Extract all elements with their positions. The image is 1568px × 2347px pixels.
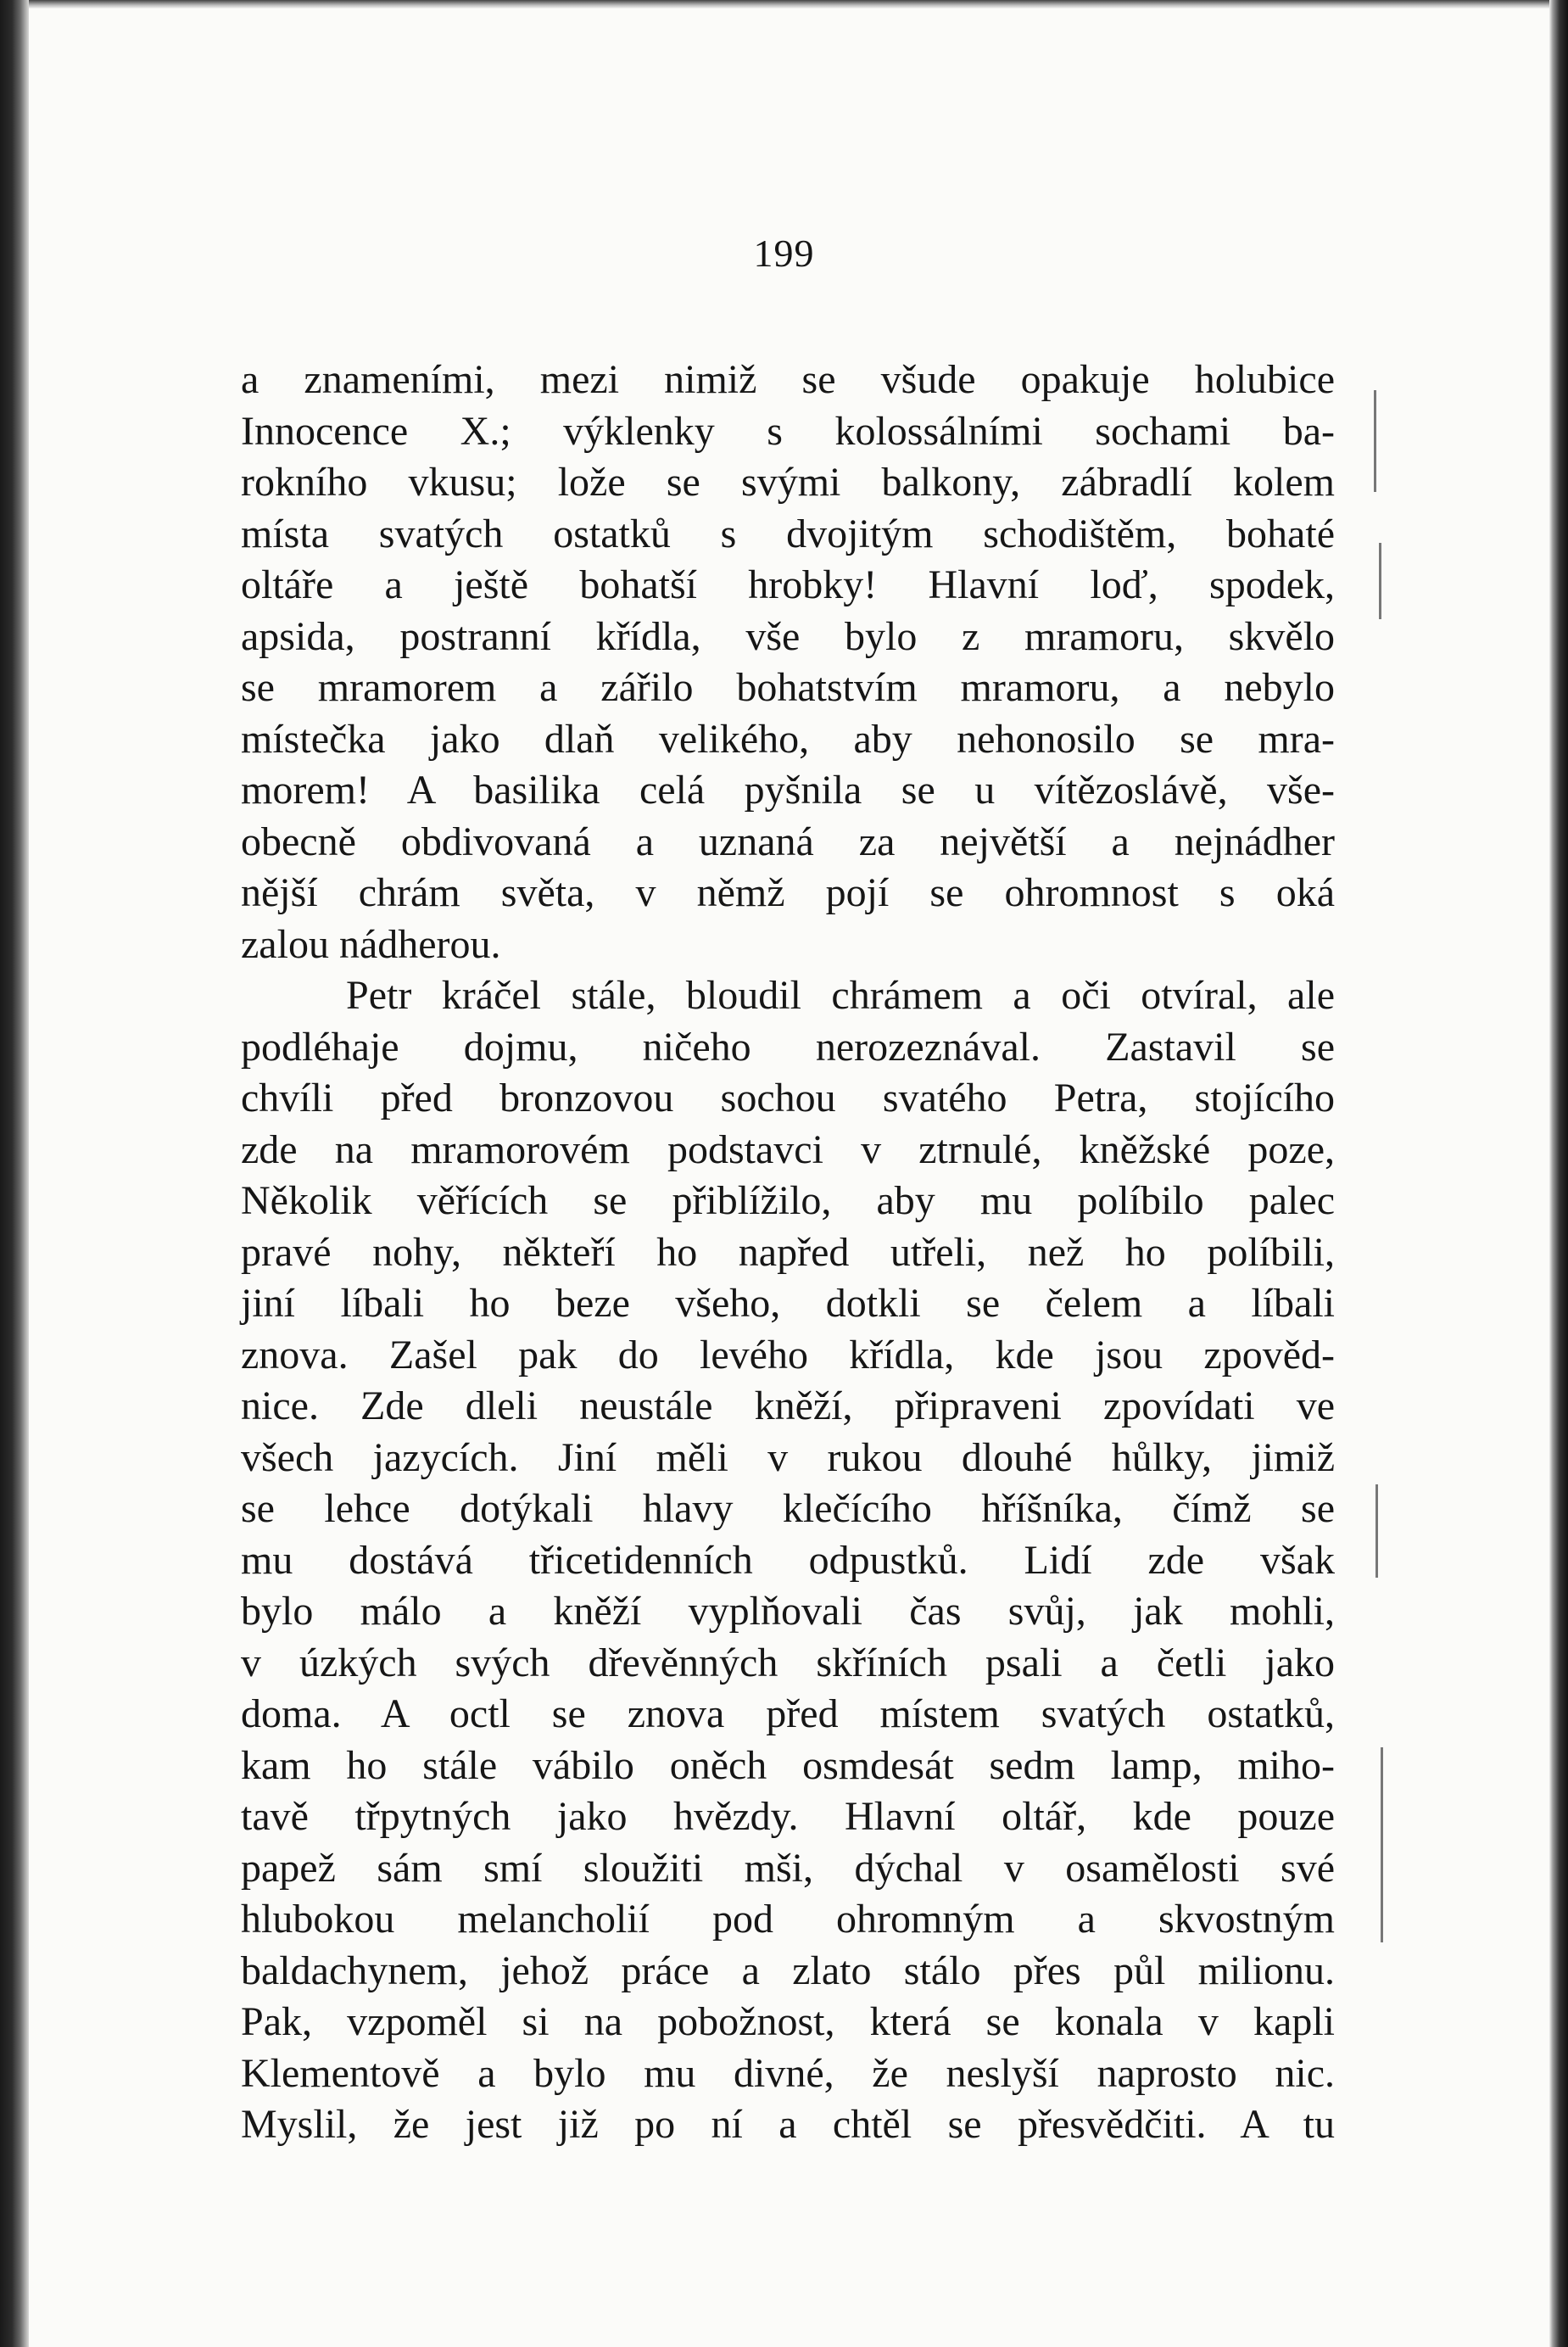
text-line: obecně obdivovaná a uznaná za největší a nejnádher [241, 819, 1335, 864]
margin-mark [1381, 1747, 1383, 1942]
text-line: doma. A octl se znova před místem svatých ostatků, [241, 1691, 1335, 1736]
text-line: hlubokou melancholií pod ohromným a skvostným [241, 1897, 1335, 1942]
text-line: zde na mramorovém podstavci v ztrnulé, kněžské poze, [241, 1126, 1335, 1172]
page-edge-right [1549, 0, 1568, 2347]
text-line: nice. Zde dleli neustále kněží, připraveni zpovídati ve [241, 1383, 1335, 1428]
text-line: tavě třpytných jako hvězdy. Hlavní oltář, kde pouze [241, 1794, 1335, 1839]
text-line: v úzkých svých dřevěnných skříních psali a četli jako [241, 1640, 1335, 1685]
text-line: Klementově a bylo mu divné, že neslyší naprosto nic. [241, 2050, 1335, 2096]
text-line: chvíli před bronzovou sochou svatého Petra, stojícího [241, 1076, 1335, 1120]
margin-mark [1379, 543, 1381, 619]
text-line: nější chrám světa, v němž pojí se ohromnost s oká [241, 870, 1335, 915]
text-line: a znameními, mezi nimiž se všude opakuje holubice [241, 357, 1335, 402]
text-line: se lehce dotýkali hlavy klečícího hříšníka, čímž se [241, 1486, 1335, 1531]
text-line: apsida, postranní křídla, vše bylo z mramoru, skvělo [241, 613, 1335, 659]
text-line: papež sám smí sloužiti mši, dýchal v osamělosti své [241, 1845, 1335, 1891]
text-line: Myslil, že jest již po ní a chtěl se přesvědčiti. A tu [241, 2102, 1335, 2147]
text-line: místa svatých ostatků s dvojitým schodištěm, bohaté [241, 511, 1335, 556]
text-line: Petr kráčel stále, bloudil chrámem a oči otvíral, ale [346, 973, 1335, 1018]
paragraph-1 [241, 355, 1335, 970]
text-line: pravé nohy, někteří ho napřed utřeli, než ho políbili, [241, 1229, 1335, 1275]
text-line: podléhaje dojmu, ničeho nerozeznával. Zastavil se [241, 1024, 1335, 1070]
text-line: bylo málo a kněží vyplňovali čas svůj, jak mohli, [241, 1589, 1335, 1634]
text-line: Několik věřících se přiblížilo, aby mu políbilo palec [241, 1178, 1335, 1223]
binding-gutter [0, 0, 29, 2347]
text-line: se mramorem a zářilo bohatstvím mramoru, a nebylo [241, 665, 1335, 710]
margin-mark [1374, 390, 1376, 492]
text-line: všech jazycích. Jiní měli v rukou dlouhé hůlky, jimiž [241, 1434, 1335, 1480]
text-line: zalou nádherou. [241, 921, 501, 967]
page-edge-top [0, 0, 1568, 8]
text-line: kam ho stále vábilo oněch osmdesát sedm lamp, miho- [241, 1742, 1335, 1788]
text-line: Pak, vzpoměl si na pobožnost, která se konala v kapli [241, 1999, 1335, 2044]
text-line: mu dostává třicetidenních odpustků. Lidí zde však [241, 1537, 1335, 1583]
text-line: oltáře a ještě bohatší hrobky! Hlavní loď, spodek, [241, 562, 1335, 607]
text-line: jiní líbali ho beze všeho, dotkli se čelem a líbali [241, 1281, 1335, 1326]
page-number: 199 [753, 232, 815, 275]
text-line: místečka jako dlaň velikého, aby nehonosilo se mra- [241, 716, 1335, 762]
text-line: rokního vkusu; lože se svými balkony, zábradlí kolem [241, 460, 1335, 505]
text-line: baldachynem, jehož práce a zlato stálo přes půl milionu. [241, 1947, 1335, 1993]
text-line: morem! A basilika celá pyšnila se u vítězoslávě, vše- [241, 768, 1335, 813]
body-text [241, 355, 1335, 2151]
paragraph-2 [241, 970, 1335, 2151]
text-line: Innocence X.; výklenky s kolossálními sochami ba- [241, 408, 1335, 454]
margin-mark [1375, 1484, 1378, 1578]
text-line: znova. Zašel pak do levého křídla, kde jsou zpověd- [241, 1332, 1335, 1377]
